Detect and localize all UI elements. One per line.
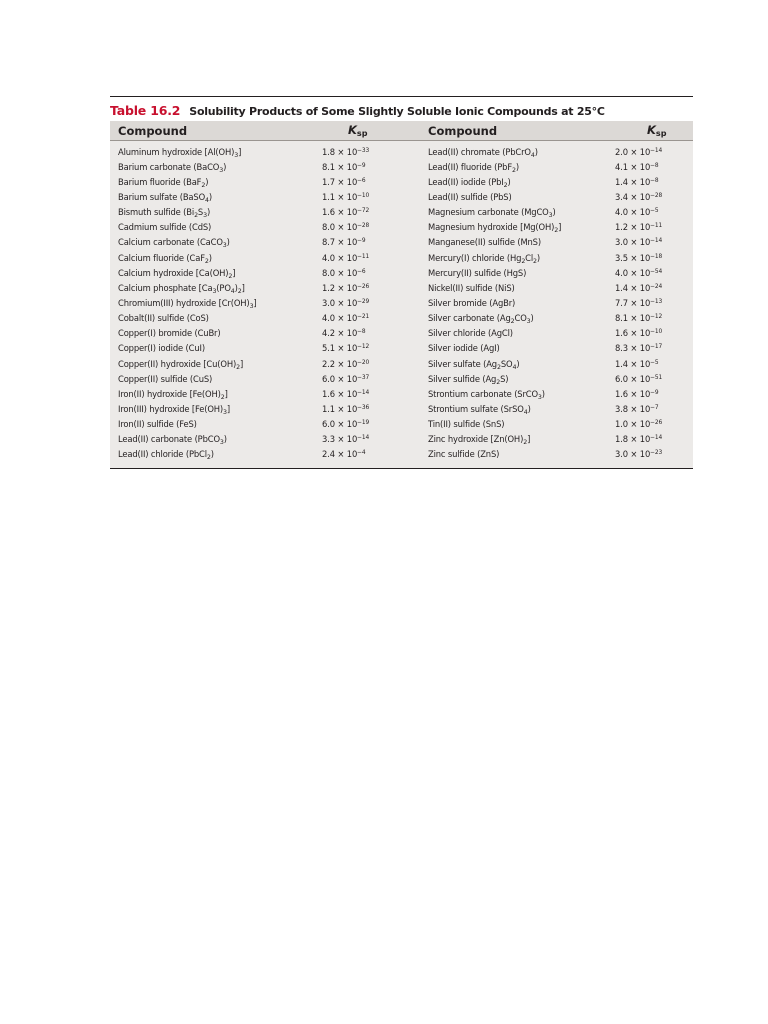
ksp-left-cell: $1.8 \times 10^{-33}$ (322, 146, 370, 157)
ksp-right-cell: $1.4 \times 10^{-5}$ (615, 358, 659, 369)
ksp-left-cell: $8.0 \times 10^{-6}$ (322, 267, 366, 278)
ksp-left-cell: $1.1 \times 10^{-10}$ (322, 191, 370, 202)
compound-left-cell: Calcium phosphate $[Ca_3(PO_4)_2]$ (118, 282, 245, 295)
compound-left-cell: Calcium hydroxide $[Ca(OH)_2]$ (118, 267, 236, 280)
compound-left-cell: Lead(II) carbonate (PbCO$_3$) (118, 434, 227, 447)
ksp-right-cell: $1.6 \times 10^{-9}$ (615, 388, 659, 399)
table-row (110, 250, 693, 265)
ksp-right-cell: $1.4 \times 10^{-24}$ (615, 282, 663, 293)
table-row (110, 280, 693, 295)
compound-left-cell: Cadmium sulfide (CdS) (118, 222, 212, 233)
compound-right-cell: Zinc sulfide (ZnS) (428, 449, 500, 460)
table-row (110, 371, 693, 386)
header-ksp-left-sub: sp (356, 129, 368, 138)
table-number: Table 16.2 (110, 103, 181, 118)
header-ksp-right-k: K (647, 123, 656, 137)
compound-right-cell: Silver carbonate $(Ag_2CO_3)$ (428, 313, 534, 326)
compound-left-cell: Copper(II) hydroxide $[Cu(OH)_2]$ (118, 358, 244, 371)
ksp-right-cell: $8.1 \times 10^{-12}$ (615, 313, 663, 324)
header-compound-right: Compound (428, 123, 498, 138)
header-ksp-left (318, 123, 415, 138)
compound-right-cell: Magnesium carbonate (MgCO$_3$) (428, 207, 556, 220)
ksp-left-cell: $6.0 \times 10^{-19}$ (322, 419, 370, 430)
table-row (110, 295, 693, 310)
compound-left-cell: Calcium fluoride (CaF$_2$) (118, 252, 212, 265)
ksp-left-cell: $1.6 \times 10^{-14}$ (322, 388, 370, 399)
compound-left-cell: Copper(I) iodide (CuI) (118, 343, 205, 354)
compound-left-cell: Barium sulfate (BaSO$_4$) (118, 191, 212, 204)
ksp-right-cell: $2.0 \times 10^{-14}$ (615, 146, 663, 157)
compound-right-cell: Silver chloride (AgCl) (428, 328, 513, 339)
header-compound-left: Compound (118, 123, 188, 138)
ksp-left-cell: $8.1 \times 10^{-9}$ (322, 161, 366, 172)
table-row (110, 235, 693, 250)
compound-right-cell: Zinc hydroxide $[Zn(OH)_2]$ (428, 434, 531, 447)
ksp-right-cell: $1.6 \times 10^{-10}$ (615, 328, 663, 339)
compound-right-cell: Lead(II) fluoride (PbF$_2$) (428, 161, 520, 174)
ksp-left-cell: $1.6 \times 10^{-72}$ (322, 207, 370, 218)
compound-left-cell: Copper(I) bromide (CuBr) (118, 328, 221, 339)
compound-left-cell: Iron(II) sulfide (FeS) (118, 419, 197, 430)
table-row (110, 417, 693, 432)
compound-right-cell: Lead(II) iodide (PbI$_2$) (428, 176, 511, 189)
compound-right-cell: Mercury(I) chloride $(Hg_2Cl_2)$ (428, 252, 541, 265)
table-body (110, 141, 693, 462)
compound-left-cell: Bismuth sulfide $(Bi_2S_3)$ (118, 207, 211, 220)
ksp-left-cell: $1.1 \times 10^{-36}$ (322, 403, 370, 414)
compound-right-cell: Strontium carbonate (SrCO$_3$) (428, 388, 545, 401)
compound-left-cell: Iron(III) hydroxide $[Fe(OH)_3]$ (118, 403, 231, 416)
compound-left-cell: Barium carbonate (BaCO$_3$) (118, 161, 227, 174)
ksp-right-cell: $3.0 \times 10^{-14}$ (615, 237, 663, 248)
ksp-left-cell: $1.2 \times 10^{-26}$ (322, 282, 370, 293)
compound-right-cell: Tin(II) sulfide (SnS) (428, 419, 505, 430)
ksp-right-cell: $1.4 \times 10^{-8}$ (615, 176, 659, 187)
compound-left-cell: Chromium(III) hydroxide $[Cr(OH)_3]$ (118, 297, 257, 310)
ksp-right-cell: $3.4 \times 10^{-28}$ (615, 191, 663, 202)
compound-right-cell: Silver iodide (AgI) (428, 343, 500, 354)
compound-left-cell: Iron(II) hydroxide $[Fe(OH)_2]$ (118, 388, 228, 401)
ksp-right-cell: $3.0 \times 10^{-23}$ (615, 449, 663, 460)
ksp-right-cell: $1.2 \times 10^{-11}$ (615, 222, 663, 233)
ksp-left-cell: $6.0 \times 10^{-37}$ (322, 373, 370, 384)
compound-right-cell: Nickel(II) sulfide (NiS) (428, 282, 515, 293)
solubility-table (110, 121, 693, 469)
ksp-left-cell: $4.0 \times 10^{-11}$ (322, 252, 370, 263)
compound-left-cell: Cobalt(II) sulfide (CoS) (118, 313, 209, 324)
table-row (110, 189, 693, 204)
ksp-right-cell: $4.0 \times 10^{-5}$ (615, 207, 659, 218)
ksp-right-cell: $6.0 \times 10^{-51}$ (615, 373, 663, 384)
compound-right-cell: Manganese(II) sulfide (MnS) (428, 237, 541, 248)
compound-left-cell: Aluminum hydroxide $[Al(OH)_3]$ (118, 146, 242, 159)
ksp-right-cell: $8.3 \times 10^{-17}$ (615, 343, 663, 354)
table-row (110, 159, 693, 174)
table-row (110, 205, 693, 220)
compound-right-cell: Silver sulfate $(Ag_2SO_4)$ (428, 358, 520, 371)
header-ksp-right (611, 123, 693, 138)
table-header-row (110, 121, 693, 141)
table-caption (110, 96, 693, 118)
ksp-left-cell: $1.7 \times 10^{-6}$ (322, 176, 366, 187)
compound-left-cell: Calcium carbonate (CaCO$_3$) (118, 237, 230, 250)
header-ksp-right-sub: sp (655, 129, 667, 138)
ksp-right-cell: $4.0 \times 10^{-54}$ (615, 267, 663, 278)
ksp-right-cell: $3.5 \times 10^{-18}$ (615, 252, 663, 263)
compound-right-cell: Silver bromide (AgBr) (428, 297, 516, 308)
compound-left-cell: Copper(II) sulfide (CuS) (118, 373, 213, 384)
solubility-table-block (110, 96, 693, 469)
compound-right-cell: Silver sulfide $(Ag_2S)$ (428, 373, 509, 386)
compound-right-cell: Mercury(II) sulfide (HgS) (428, 267, 527, 278)
compound-right-cell: Magnesium hydroxide $[Mg(OH)_2]$ (428, 222, 562, 235)
ksp-right-cell: $1.8 \times 10^{-14}$ (615, 434, 663, 445)
ksp-left-cell: $3.0 \times 10^{-29}$ (322, 297, 370, 308)
ksp-left-cell: $2.2 \times 10^{-20}$ (322, 358, 370, 369)
ksp-right-cell: $7.7 \times 10^{-13}$ (615, 297, 663, 308)
compound-right-cell: Lead(II) sulfide (PbS) (428, 191, 512, 202)
table-row (110, 144, 693, 159)
ksp-left-cell: $8.0 \times 10^{-28}$ (322, 222, 370, 233)
ksp-left-cell: $4.0 \times 10^{-21}$ (322, 313, 370, 324)
table-row (110, 401, 693, 416)
compound-left-cell: Barium fluoride (BaF$_2$) (118, 176, 209, 189)
ksp-left-cell: $3.3 \times 10^{-14}$ (322, 434, 370, 445)
table-row (110, 326, 693, 341)
ksp-left-cell: $2.4 \times 10^{-4}$ (322, 449, 366, 460)
table-row (110, 311, 693, 326)
ksp-right-cell: $4.1 \times 10^{-8}$ (615, 161, 659, 172)
ksp-left-cell: $4.2 \times 10^{-8}$ (322, 328, 366, 339)
table-row (110, 341, 693, 356)
table-row (110, 386, 693, 401)
header-ksp-left-k: K (348, 123, 357, 137)
ksp-left-cell: $8.7 \times 10^{-9}$ (322, 237, 366, 248)
table-row (110, 356, 693, 371)
compound-right-cell: Lead(II) chromate (PbCrO$_4$) (428, 146, 538, 159)
ksp-left-cell: $5.1 \times 10^{-12}$ (322, 343, 370, 354)
table-row (110, 432, 693, 447)
table-title: Solubility Products of Some Slightly Soluble Ionic Compounds at 25°C (189, 105, 605, 118)
table-row (110, 265, 693, 280)
compound-left-cell: Lead(II) chloride (PbCl$_2$) (118, 449, 214, 462)
table-row (110, 447, 693, 462)
ksp-right-cell: $1.0 \times 10^{-26}$ (615, 419, 663, 430)
table-row (110, 174, 693, 189)
ksp-right-cell: $3.8 \times 10^{-7}$ (615, 403, 659, 414)
compound-right-cell: Strontium sulfate (SrSO$_4$) (428, 403, 531, 416)
table-row (110, 220, 693, 235)
